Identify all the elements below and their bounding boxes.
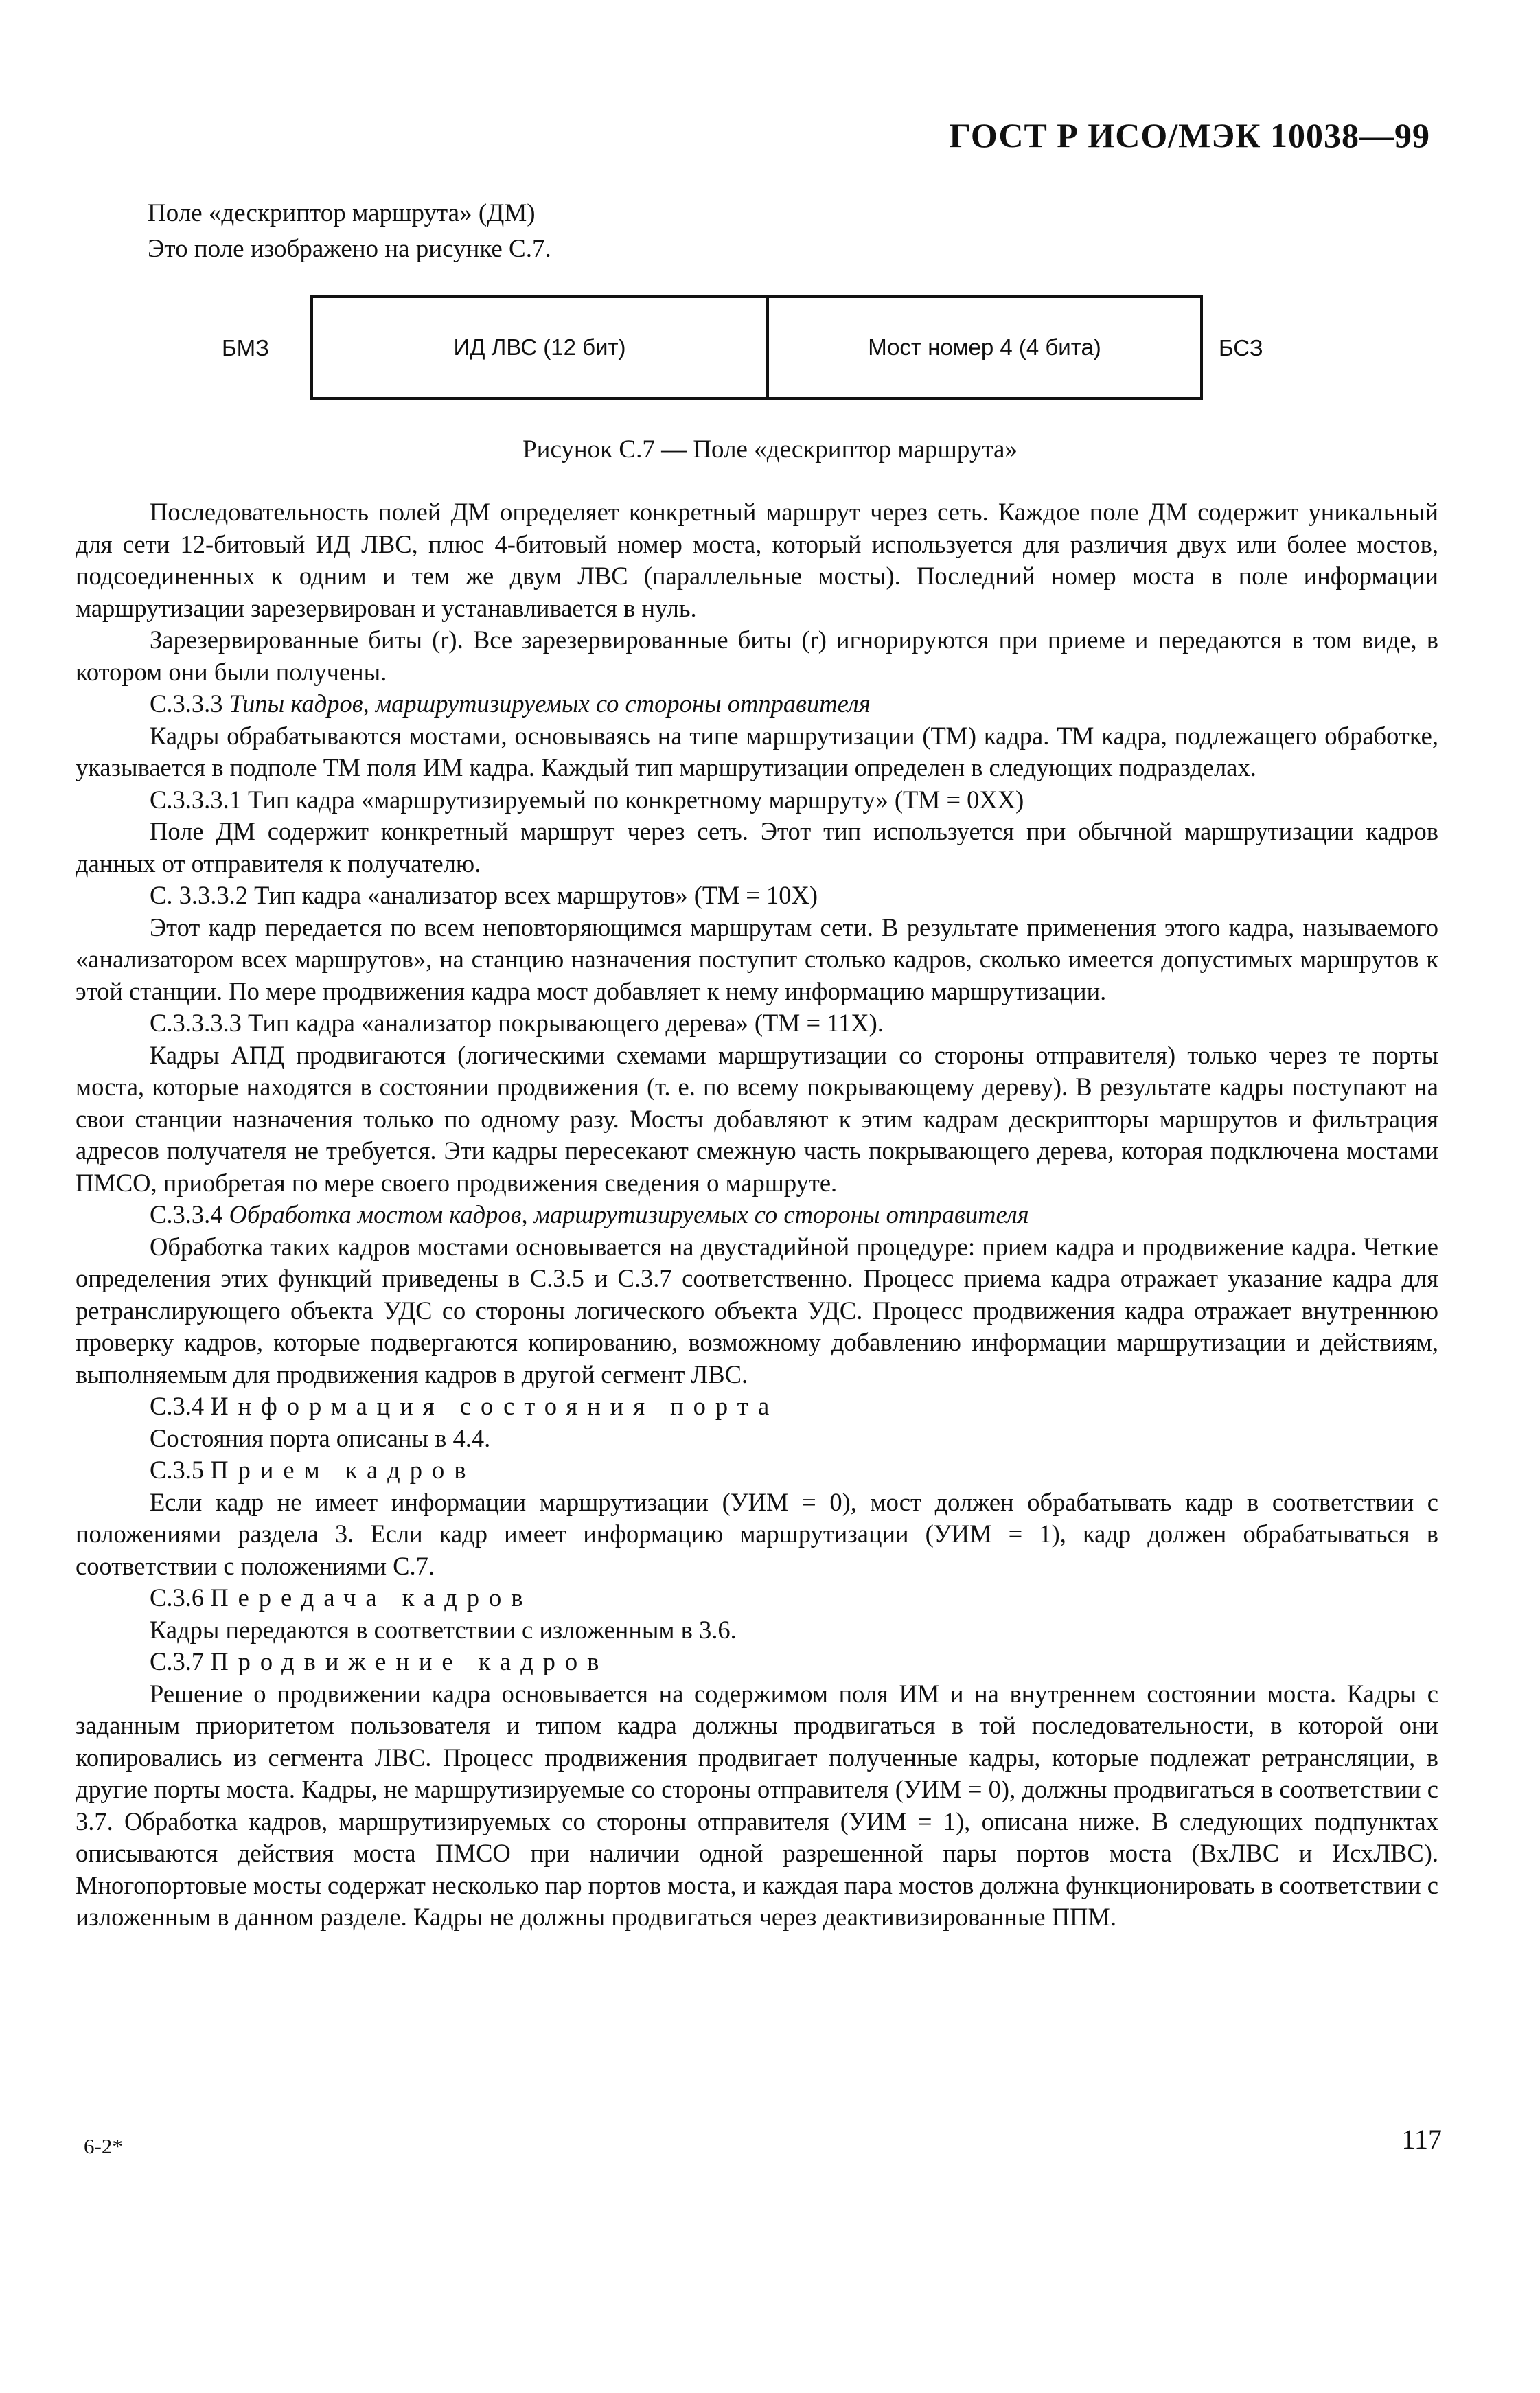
section-title: Передача кадров (210, 1583, 533, 1612)
figure-field-lan-id: ИД ЛВС (12 бит) (313, 298, 769, 397)
section-number: С.3.3.3 (150, 689, 223, 718)
paragraph: Кадры обрабатываются мостами, основываясь на типе маршрутизации (ТМ) кадра. ТМ кадра, подлежащего обработке, указывается в подполе ТМ поля ИМ кадра. Каждый тип маршрутизации определен в следующих подразделах. (76, 721, 1438, 781)
paragraph: Состояния порта описаны в 4.4. (150, 1423, 491, 1452)
section-heading (76, 1390, 1438, 1423)
section-number: С.3.4 (150, 1392, 205, 1420)
paragraph: Этот кадр передается по всем неповторяющимся маршрутам сети. В результате применения этого кадра, называемого «анализатором всех маршрутов», на станцию назначения поступит столько кадров, сколько имеется допустимых маршрутов к этой станции. По мере продвижения кадра мост добавляет к нему информацию маршрутизации. (76, 913, 1438, 1005)
paragraph: Поле ДМ содержит конкретный маршрут через сеть. Этот тип используется при обычной маршрутизации кадров данных от отправителя к получателю. (76, 817, 1438, 878)
section-number: С.3.6 (150, 1583, 205, 1612)
section-title: Продвижение кадров (210, 1647, 609, 1675)
footer-signature-mark: 6-2* (84, 2134, 123, 2158)
figure-field-box (310, 295, 1203, 400)
section-heading: С.3.3.3.1 Тип кадра «маршрутизируемый по конкретному маршруту» (ТМ = 0ХХ) (150, 785, 1024, 814)
section-title: Типы кадров, маршрутизируемых со стороны отправителя (229, 689, 871, 718)
paragraph: Зарезервированные биты (r). Все зарезервированные биты (r) игнорируются при приеме и передаются в том виде, в котором они были получены. (76, 626, 1438, 686)
section-title: Обработка мостом кадров, маршрутизируемых со стороны отправителя (229, 1200, 1029, 1228)
section-heading: С. 3.3.3.2 Тип кадра «анализатор всех маршрутов» (ТМ = 10Х) (150, 881, 818, 909)
intro-line: Это поле изображено на рисунке С.7. (148, 235, 551, 263)
section-heading (76, 1199, 1438, 1231)
figure-right-label: БСЗ (1219, 335, 1263, 360)
intro-line: Поле «дескриптор маршрута» (ДМ) (148, 199, 536, 227)
paragraph: Последовательность полей ДМ определяет конкретный маршрут через сеть. Каждое поле ДМ содержит уникальный для сети 12-битовый ИД ЛВС, плюс 4-битовый номер моста, который используется для различия двух или более мостов, подсоединенных к одним и тем же двум ЛВС (параллельные мосты). Последний номер моста в поле информации маршрутизации зарезервирован и устанавливается в нуль. (76, 498, 1438, 622)
paragraph: Кадры передаются в соответствии с изложенным в 3.6. (150, 1615, 737, 1644)
paragraph: Решение о продвижении кадра основывается на содержимом поля ИМ и на внутреннем состоянии моста. Кадры с заданным приоритетом пользователя и типом кадра должны продвигаться в той последовательности, в которой они копировались из сегмента ЛВС. Процесс продвижения продвигает полученные кадры, которые подлежат ретрансляции, в другие порты моста. Кадры, не маршрутизируемые со стороны отправителя (УИМ = 0), должны продвигаться в соответствии с 3.7. Обработка кадров, маршрутизируемых со стороны отправителя (УИМ = 1), описана ниже. В следующих подпунктах описываются действия моста ПМСО при наличии одной разрешенной пары портов моста (ВхЛВС и ИсхЛВС). Многопортовые мосты содержат несколько пар портов моста, и каждая пара мостов должна функционировать в соответствии с изложенным в данном разделе. Кадры не должны продвигаться через деактивизированные ППМ. (76, 1679, 1438, 1931)
section-title: Информация состояния порта (210, 1392, 779, 1420)
section-heading (76, 1646, 1438, 1678)
page-number: 117 (1401, 2124, 1442, 2155)
section-number: С.3.5 (150, 1456, 205, 1484)
figure-field-bridge-number: Мост номер 4 (4 бита) (868, 334, 1101, 360)
figure-left-label: БМЗ (222, 335, 270, 360)
figure-caption: Рисунок С.7 — Поле «дескриптор маршрута» (522, 435, 1018, 463)
section-number: С.3.3.4 (150, 1200, 223, 1228)
intro-block (148, 196, 551, 267)
section-number: С.3.7 (150, 1647, 205, 1675)
paragraph: Если кадр не имеет информации маршрутизации (УИМ = 0), мост должен обрабатывать кадр в соответствии с положениями раздела 3. Если кадр имеет информацию маршрутизации (УИМ = 1), кадр должен обрабатываться в соответствии с положениями С.7. (76, 1487, 1438, 1580)
route-descriptor-figure (0, 295, 1540, 412)
section-heading: С.3.3.3.3 Тип кадра «анализатор покрывающего дерева» (ТМ = 11Х). (150, 1009, 884, 1037)
paragraph: Кадры АПД продвигаются (логическими схемами маршрутизации со стороны отправителя) только через те порты моста, которые находятся в состоянии продвижения (т. е. по всему покрывающему дереву). В результате кадры поступают на свои станции назначения только по одному разу. Мосты добавляют к этим кадрам дескрипторы маршрутов и фильтрация адресов получателя не требуется. Эти кадры пересекают смежную часть покрывающего дерева, которая подключена мостами ПМСО, приобретая по мере своего продвижения сведения о маршруте. (76, 1040, 1438, 1197)
section-heading (76, 1454, 1438, 1487)
body-text (76, 496, 1438, 1934)
section-title: Прием кадров (210, 1456, 476, 1484)
section-heading (76, 688, 1438, 720)
section-heading (76, 1582, 1438, 1614)
document-code: ГОСТ Р ИСО/МЭК 10038—99 (949, 116, 1430, 154)
paragraph: Обработка таких кадров мостами основывается на двустадийной процедуре: прием кадра и продвижение кадра. Четкие определения этих функций приведены в С.3.5 и С.3.7 соответственно. Процесс приема кадра отражает указание кадра для ретранслирующего объекта УДС со стороны логического объекта УДС. Процесс продвижения кадра отражает внутреннюю проверку кадров, которые подвергаются копированию, возможному добавлению информации маршрутизации и действиям, выполняемым для продвижения кадров в другой сегмент ЛВС. (76, 1232, 1438, 1388)
